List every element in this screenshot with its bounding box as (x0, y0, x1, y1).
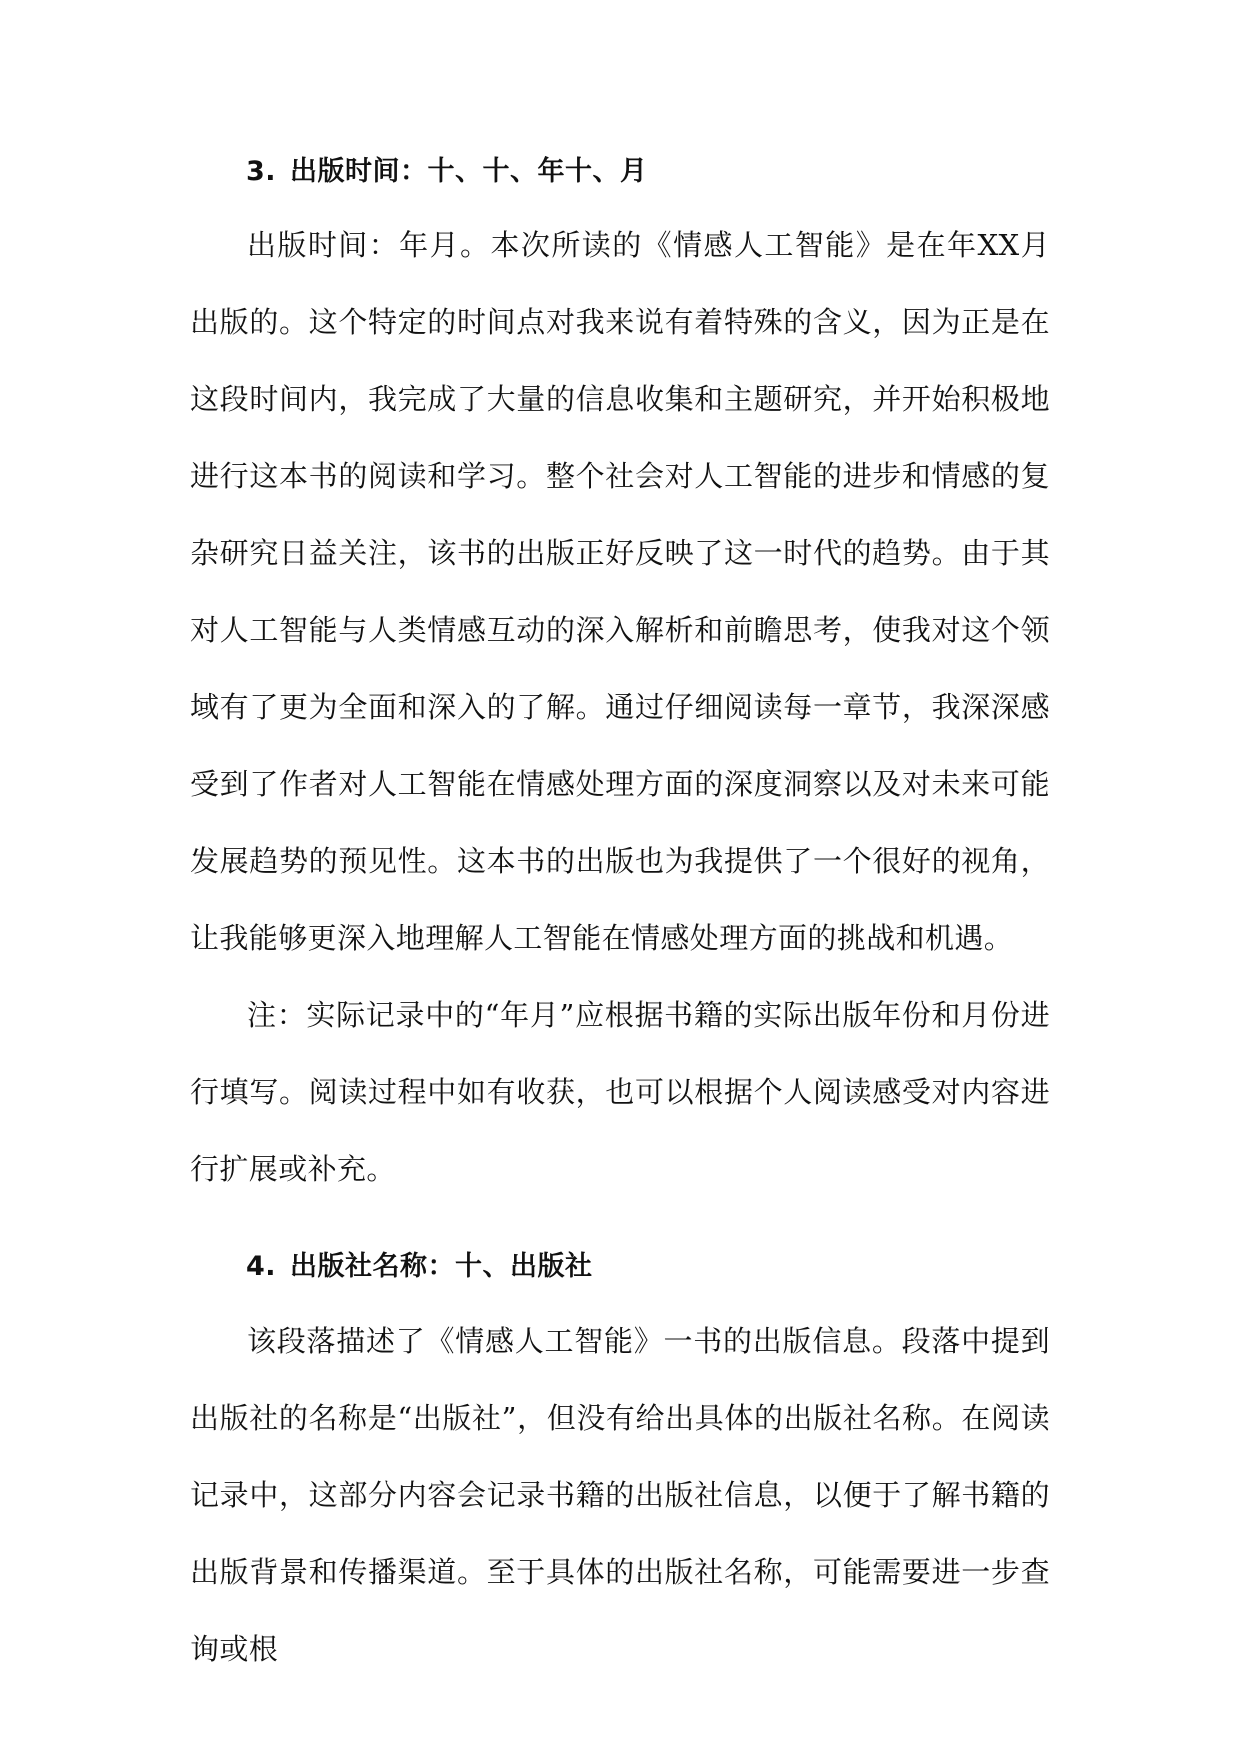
section-heading (246, 152, 648, 192)
section-heading (246, 1247, 593, 1287)
section-title: 出版社名称：十、出版社 (290, 1251, 593, 1282)
note-paragraph: 注：实际记录中的“年月”应根据书籍的实际出版年份和月份进行填写。阅读过程中如有收获，也可以根据个人阅读感受对内容进行扩展或补充。 (190, 998, 1050, 1186)
body-paragraph: 出版时间：年月。本次所读的《情感人工智能》是在年XX月出版的。这个特定的时间点对我来说有着特殊的含义，因为正是在这段时间内，我完成了大量的信息收集和主题研究，并开始积极地进行这本书的阅读和学习。整个社会对人工智能的进步和情感的复杂研究日益关注，该书的出版正好反映了这一时代的趋势。由于其对人工智能与人类情感互动的深入解析和前瞻思考，使我对这个领域有了更为全面和深入的了解。通过仔细阅读每一章节，我深深感受到了作者对人工智能在情感处理方面的深度洞察以及对未来可能发展趋势的预见性。这本书的出版也为我提供了一个很好的视角，让我能够更深入地理解人工智能在情感处理方面的挑战和机遇。 (190, 228, 1050, 955)
section-title: 出版时间：十、十、年十、月 (290, 156, 648, 187)
section-number: 4. (246, 1251, 277, 1282)
body-paragraph: 该段落描述了《情感人工智能》一书的出版信息。段落中提到出版社的名称是“出版社”，但没有给出具体的出版社名称。在阅读记录中，这部分内容会记录书籍的出版社信息，以便于了解书籍的出版背景和传播渠道。至于具体的出版社名称，可能需要进一步查询或根 (190, 1324, 1050, 1666)
section-number: 3. (246, 156, 277, 187)
